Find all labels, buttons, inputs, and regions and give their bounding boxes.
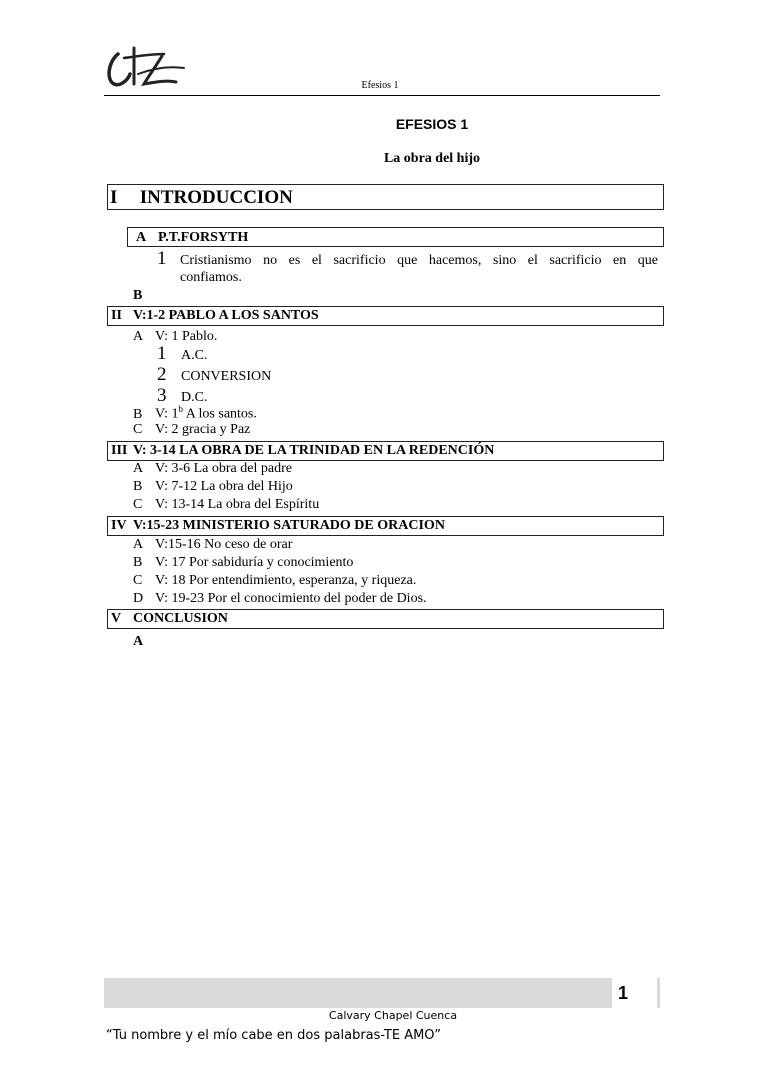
list-item: B V: 7-12 La obra del Hijo [133,479,293,494]
subsection-title: P.T.FORSYTH [158,230,249,245]
running-header: Efesios 1 [361,80,399,91]
list-item: A V: 1 Pablo. [133,329,218,344]
footer-quote: “Tu nombre y el mío cabe en dos palabras-TE AMO” [106,1028,442,1043]
section-number: V [111,611,122,626]
item-number: 1 [157,248,167,269]
list-item [157,248,181,270]
footer-bar [104,978,660,1008]
list-item: C V: 13-14 La obra del Espíritu [133,497,320,512]
list-item: A V:15-16 No ceso de orar [133,537,293,552]
section-title: V:1-2 PABLO A LOS SANTOS [133,308,319,323]
section-number: I [110,187,118,208]
section-number: IV [111,518,127,533]
page-number: 1 [617,983,628,1003]
item-text-line: confiamos. [180,270,242,285]
section-heading-box [107,516,664,536]
list-item: A V: 3-6 La obra del padre [133,461,292,476]
section-title: V:15-23 MINISTERIO SATURADO DE ORACION [133,518,445,533]
header-rule [104,95,660,96]
subsection-letter: A [133,634,144,649]
section-title: INTRODUCCION [139,187,293,208]
list-item: D V: 19-23 Por el conocimiento del poder de Dios. [133,591,427,606]
section-heading-box [107,609,664,629]
list-item: 2 CONVERSION [157,364,272,385]
section-heading-box [107,306,664,326]
item-text-line: Cristianismo no es el sacrificio que hacemos, sino el sacrificio en que [180,253,658,268]
list-item: B V: 1$^b$ A los santos. [133,404,257,422]
section-number: II [111,308,122,323]
list-item: 3 D.C. [157,385,208,406]
footer-organization: Calvary Chapel Cuenca [328,1009,458,1022]
subsection-heading-box [127,227,664,247]
list-item: C V: 2 gracia y Paz [133,422,251,437]
section-title: V: 3-14 LA OBRA DE LA TRINIDAD EN LA REDENCIÓN [133,443,495,458]
document-title: EFESIOS 1 [395,116,469,132]
list-item: C V: 18 Por entendimiento, esperanza, y riqueza. [133,573,417,588]
document-subtitle: La obra del hijo [383,151,481,166]
calvary-chapel-logo [104,44,186,94]
subsection-letter: B [133,288,143,303]
section-title: CONCLUSION [133,611,228,626]
item-text [180,252,658,286]
section-heading-box [107,441,664,461]
section-number: III [111,443,128,458]
section-heading-box [107,184,664,210]
subsection-letter: A [136,230,147,245]
list-item: 1 A.C. [157,343,208,364]
list-item: B V: 17 Por sabiduría y conocimiento [133,555,354,570]
